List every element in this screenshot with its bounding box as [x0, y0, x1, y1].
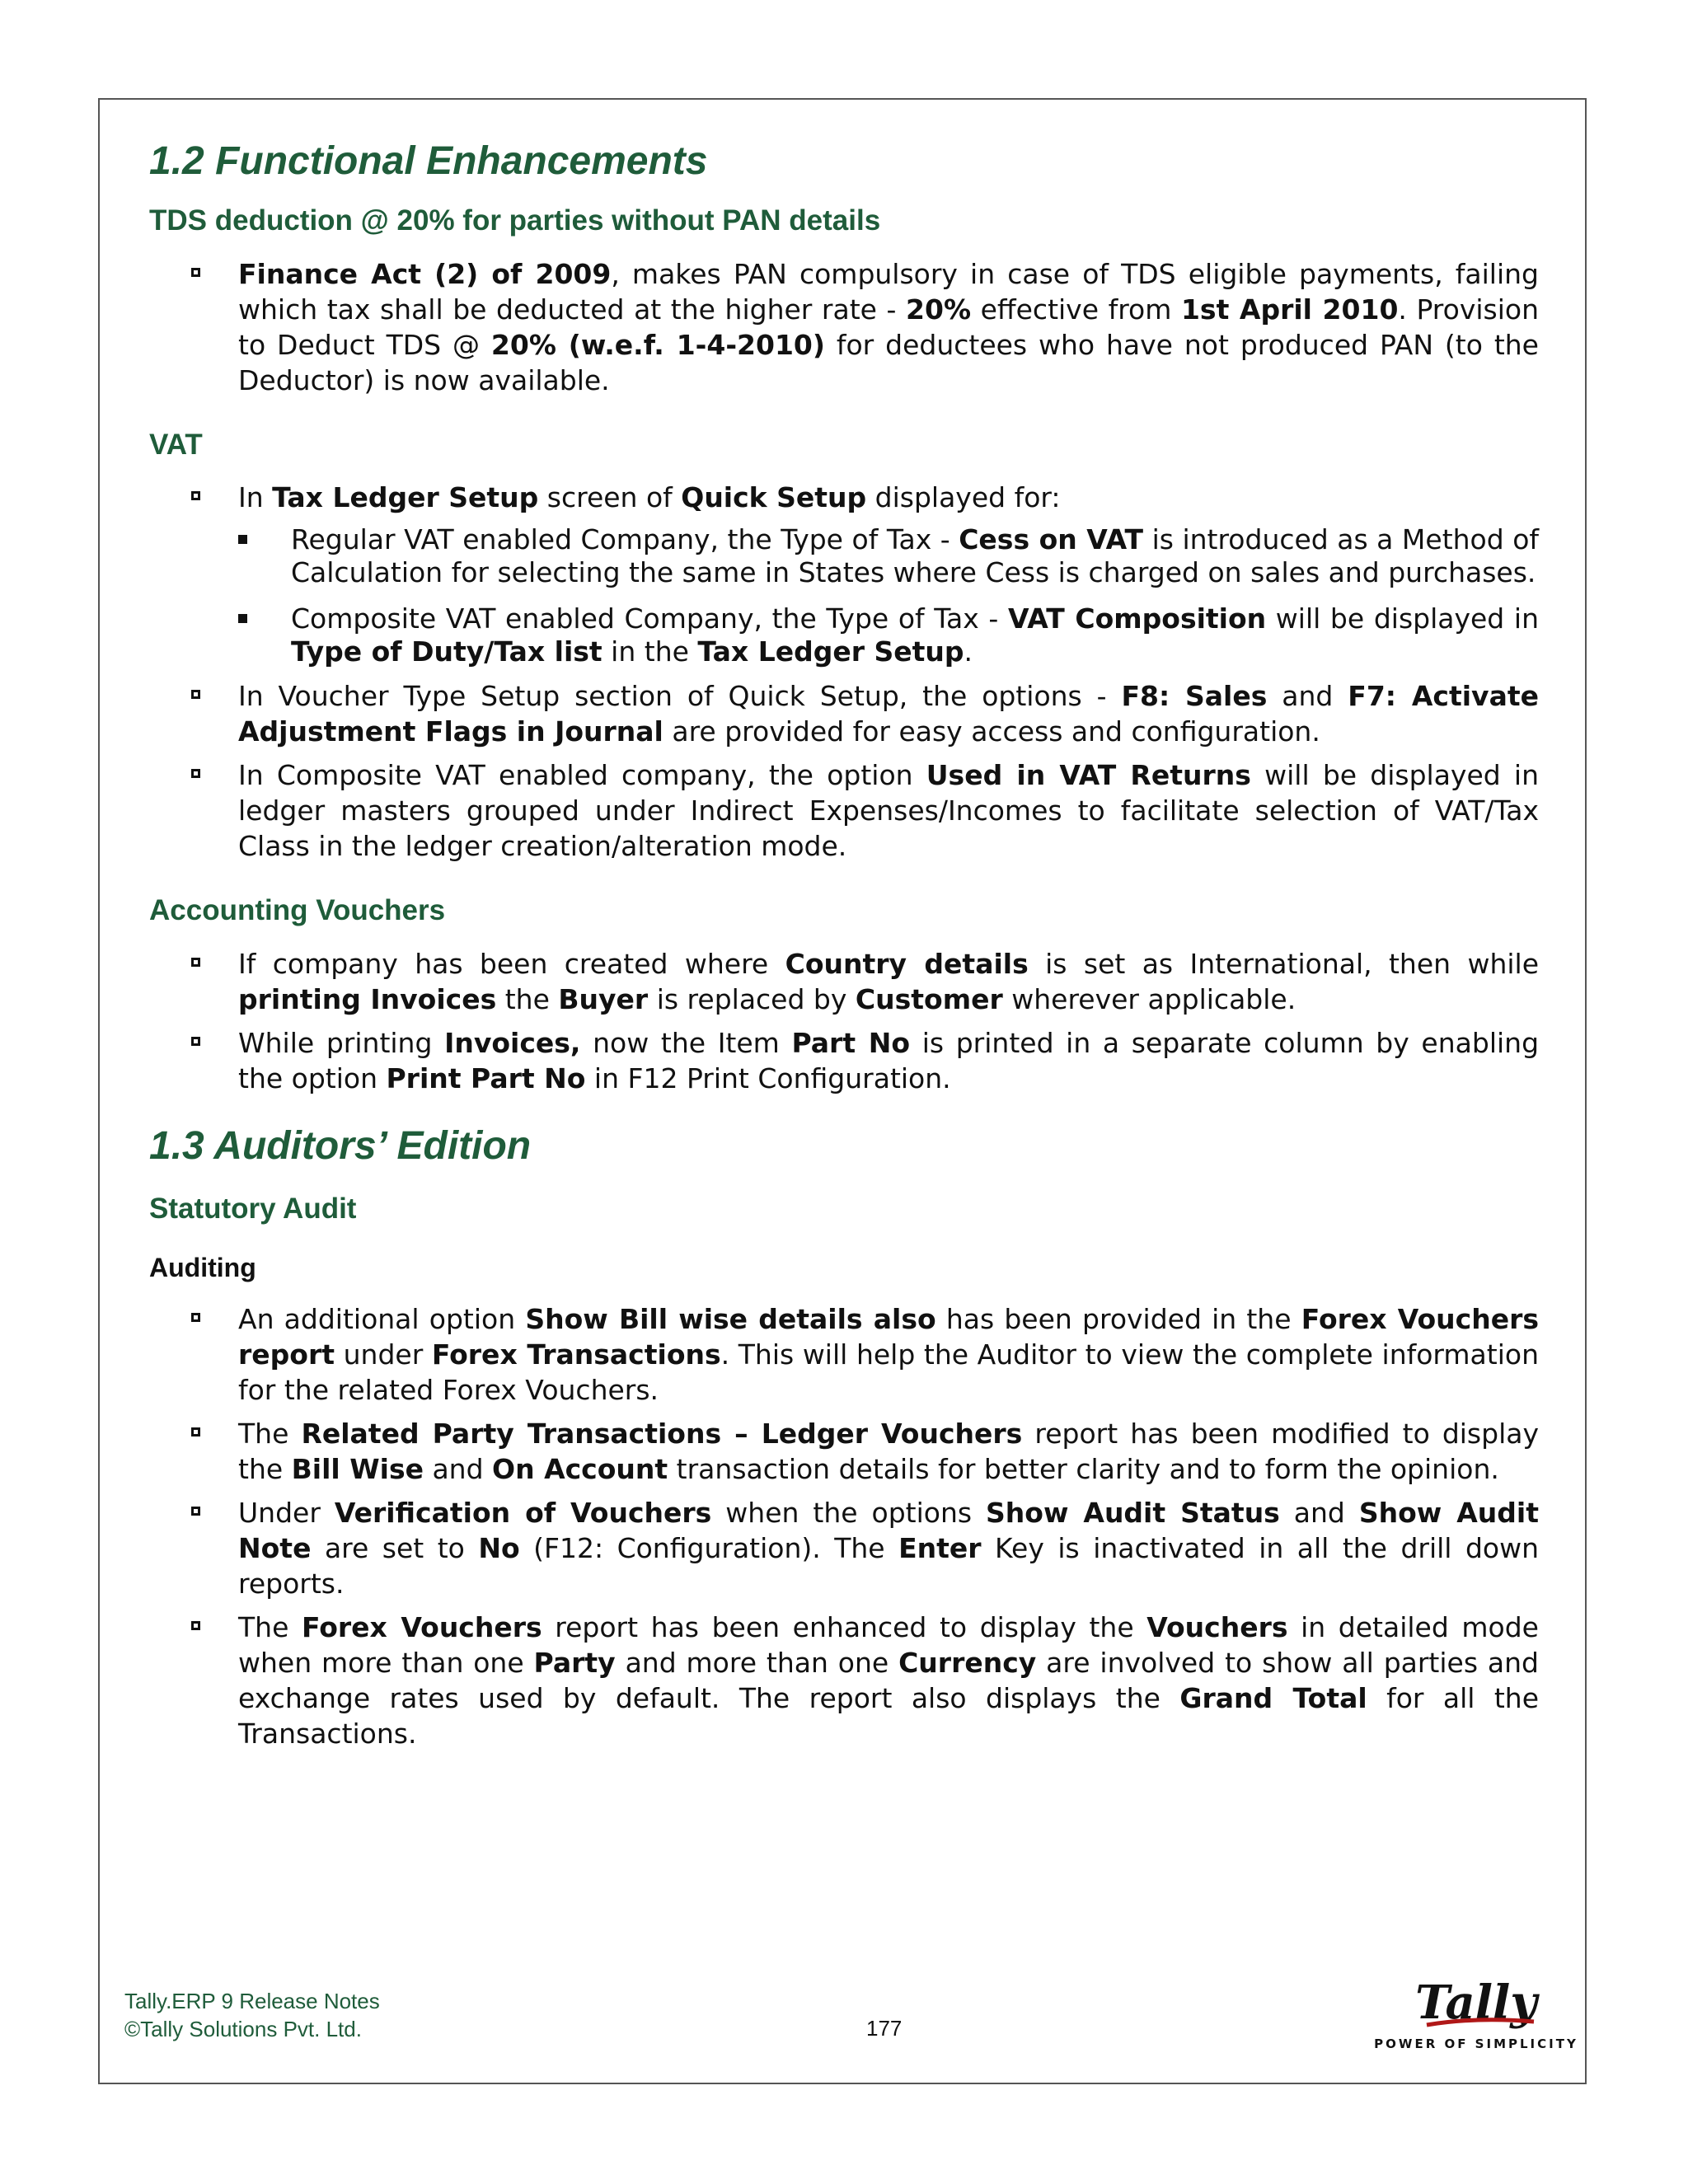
logo-wordmark: Tally — [1415, 1975, 1537, 2030]
bold-text: Enter — [898, 1532, 982, 1565]
text: displayed for: — [866, 481, 1061, 514]
text: If company has been created where — [238, 947, 785, 980]
text: Key is inactivated in all the drill down reports. — [238, 1532, 1540, 1601]
tally-logo-icon — [1369, 1971, 1583, 2036]
square-bullet-icon — [191, 1507, 200, 1516]
bold-text: Tax Ledger Setup — [697, 635, 964, 668]
tds-heading: TDS deduction @ 20% for parties without PAN details — [149, 204, 881, 237]
square-bullet-icon — [191, 268, 200, 277]
bold-text: Buyer — [558, 982, 649, 1015]
text: the — [496, 982, 559, 1015]
square-bullet-icon — [191, 958, 200, 967]
bold-text: Show Audit Note — [238, 1497, 1539, 1565]
text: are involved to show all parties and exchange rates used by default. The report also displays the — [238, 1647, 1539, 1715]
bold-text: Grand Total — [1179, 1682, 1367, 1715]
bold-text: Cess on VAT — [959, 523, 1144, 556]
list-item — [149, 480, 1539, 515]
bold-text: Forex Vouchers report — [238, 1303, 1539, 1371]
section-1-2-title: 1.2 Functional Enhancements — [149, 139, 708, 183]
bold-text: Show Bill wise details also — [525, 1303, 936, 1336]
list-item — [149, 1416, 1539, 1487]
text: for all the Transactions. — [238, 1682, 1539, 1750]
statutory-audit-heading: Statutory Audit — [149, 1193, 357, 1226]
text: and — [423, 1453, 493, 1486]
text: wherever applicable. — [1002, 982, 1296, 1015]
bold-text: F7: Activate Adjustment Flags in Journal — [238, 680, 1539, 748]
tds-list — [149, 256, 1539, 398]
text: In — [238, 481, 273, 514]
footer-credits — [124, 1987, 380, 2043]
square-bullet-icon — [191, 1427, 200, 1436]
text: in the — [602, 635, 698, 668]
text: now the Item — [580, 1026, 792, 1059]
bold-text: printing Invoices — [238, 982, 497, 1015]
section-1-3-title: 1.3 Auditors’ Edition — [149, 1123, 532, 1168]
bold-text: Forex Vouchers — [301, 1611, 542, 1644]
square-bullet-icon — [191, 769, 200, 778]
bold-text: Invoices, — [444, 1026, 581, 1059]
square-bullet-icon — [191, 1313, 200, 1322]
text: under — [335, 1338, 432, 1371]
bold-text: Bill Wise — [291, 1453, 424, 1486]
text: (F12: Configuration). The — [519, 1532, 899, 1565]
list-item — [149, 946, 1539, 1017]
bold-text: Forex Transactions — [431, 1338, 721, 1371]
text: for deductees who have not produced PAN (to the Deductor) is now available. — [238, 328, 1539, 396]
page-content — [149, 133, 1539, 1751]
text: An additional option — [238, 1303, 526, 1336]
bold-text: Country details — [785, 947, 1029, 980]
text: has been provided in the — [935, 1303, 1301, 1336]
text: . This will help the Auditor to view the complete information for the related Forex Vouchers. — [238, 1338, 1539, 1407]
bold-text: Party — [533, 1647, 616, 1680]
text: transaction details for better clarity and to form the opinion. — [668, 1453, 1499, 1486]
text: will be displayed in ledger masters grouped under Indirect Expenses/Incomes to facilitate selection of VAT/Tax Class in the ledger creation/alteration mode. — [238, 759, 1539, 863]
bold-text: Customer — [855, 982, 1003, 1015]
footer-copyright: ©Tally Solutions Pvt. Ltd. — [124, 2017, 362, 2041]
text: screen of — [538, 481, 682, 514]
text: The — [238, 1611, 302, 1644]
auditing-subheading: Auditing — [149, 1252, 256, 1282]
list-item — [149, 1025, 1539, 1096]
logo-tagline: POWER OF SIMPLICITY — [1374, 2036, 1578, 2051]
square-bullet-icon — [191, 1621, 200, 1630]
vat-list — [149, 480, 1539, 864]
square-bullet-icon — [191, 1037, 200, 1046]
bold-text: Show Audit Status — [986, 1497, 1280, 1530]
text: , makes PAN compulsory in case of TDS eligible payments, failing which tax shall be deducted at the higher rate - — [238, 257, 1539, 326]
bold-text: 1st April 2010 — [1180, 293, 1399, 326]
bold-text: Currency — [898, 1647, 1037, 1680]
bold-text: Part No — [791, 1026, 911, 1059]
accounting-vouchers-heading: Accounting Vouchers — [149, 894, 446, 927]
text: In Voucher Type Setup section of Quick Setup, the options - — [238, 680, 1122, 713]
page-number: 177 — [866, 2016, 903, 2041]
text: is introduced as a Method of Calculation for selecting the same in States where Cess is charged on sales and purchases. — [291, 523, 1539, 589]
auditing-list — [149, 1301, 1539, 1751]
text: and more than one — [615, 1647, 899, 1680]
text: are provided for easy access and configuration. — [663, 715, 1320, 748]
bold-text: VAT Composition — [1007, 602, 1267, 635]
bold-text: No — [478, 1532, 520, 1565]
text: In Composite VAT enabled company, the option — [238, 759, 926, 792]
list-item — [149, 1495, 1539, 1601]
bold-text: Print Part No — [386, 1062, 586, 1094]
list-item — [149, 1610, 1539, 1751]
square-bullet-icon — [191, 491, 200, 500]
tally-logo — [1369, 1971, 1583, 2061]
text: in F12 Print Configuration. — [585, 1062, 951, 1094]
text: are set to — [311, 1532, 479, 1565]
bold-text: Tax Ledger Setup — [272, 481, 539, 514]
bold-text: 20% (w.e.f. 1-4-2010) — [490, 328, 825, 361]
text: report has been enhanced to display the — [542, 1611, 1147, 1644]
text: and — [1279, 1497, 1359, 1530]
bold-text: Used in VAT Returns — [926, 759, 1251, 792]
bold-text: Related Party Transactions – Ledger Vouchers — [301, 1418, 1023, 1451]
vat-heading: VAT — [149, 428, 203, 461]
text: Under — [238, 1497, 335, 1530]
accounting-list — [149, 946, 1539, 1096]
text: is set as International, then while — [1028, 947, 1539, 980]
bold-text: Vouchers — [1146, 1611, 1288, 1644]
bold-text: Type of Duty/Tax list — [291, 635, 603, 668]
bold-text: Finance Act (2) of 2009 — [238, 257, 612, 290]
filled-square-bullet-icon — [238, 614, 247, 623]
text: While printing — [238, 1026, 445, 1059]
page-frame — [98, 98, 1587, 2084]
footer-release-notes: Tally.ERP 9 Release Notes — [124, 1989, 380, 2013]
list-item — [149, 1301, 1539, 1408]
list-item — [149, 256, 1539, 398]
text: is printed in a separate column by enabling the option — [238, 1026, 1540, 1094]
sub-list-item — [149, 523, 1539, 589]
bold-text: F8: Sales — [1121, 680, 1268, 713]
text: Composite VAT enabled Company, the Type of Tax - — [291, 602, 1008, 635]
bold-text: 20% — [906, 293, 972, 326]
sub-list-item — [149, 602, 1539, 668]
text: and — [1267, 680, 1348, 713]
text: . Provision to Deduct TDS @ — [238, 293, 1539, 361]
bold-text: On Account — [492, 1453, 668, 1486]
bold-text: Quick Setup — [681, 481, 867, 514]
text: The — [238, 1418, 302, 1451]
text: in detailed mode when more than one — [238, 1611, 1539, 1680]
bold-text: Verification of Vouchers — [334, 1497, 712, 1530]
text: . — [964, 635, 973, 668]
filled-square-bullet-icon — [238, 535, 247, 544]
text: is replaced by — [648, 982, 856, 1015]
text: effective from — [971, 293, 1181, 326]
text: will be displayed in — [1266, 602, 1539, 635]
square-bullet-icon — [191, 690, 200, 699]
list-item — [149, 678, 1539, 749]
list-item — [149, 757, 1539, 864]
text: report has been modified to display the — [238, 1418, 1539, 1486]
text: Regular VAT enabled Company, the Type of Tax - — [291, 523, 959, 556]
text: when the options — [711, 1497, 987, 1530]
